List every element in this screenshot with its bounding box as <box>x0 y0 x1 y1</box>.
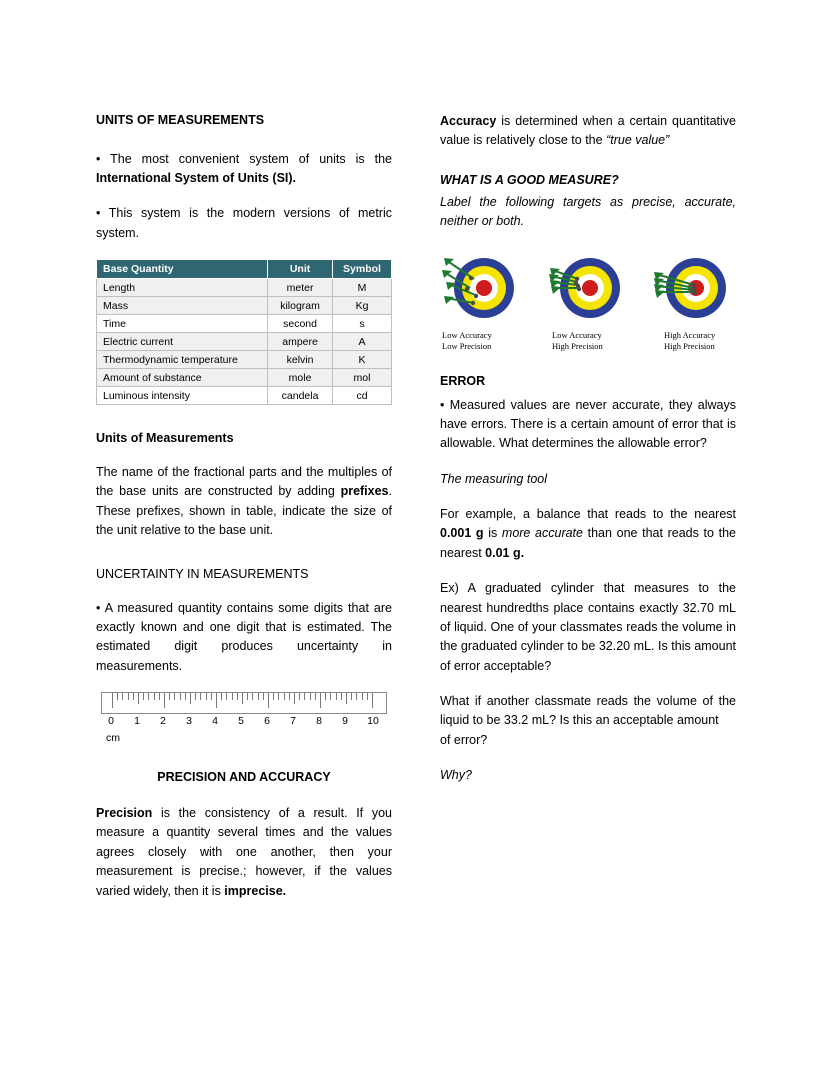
question-line-1: What if another classmate reads the volume of the liquid to be 33.2 mL? Is this an acceptable amount <box>440 694 736 728</box>
cell-quantity: Time <box>97 315 268 333</box>
ruler-label: 1 <box>134 715 140 727</box>
accuracy-paragraph <box>440 112 736 151</box>
cell-unit: kelvin <box>268 351 333 369</box>
cell-quantity: Mass <box>97 297 268 315</box>
caption-line-2: Low Precision <box>442 340 492 351</box>
balance-text-1: For example, a balance that reads to the nearest <box>440 507 736 522</box>
column-header-symbol: Symbol <box>332 260 391 279</box>
question-line-2: of error? <box>440 732 488 747</box>
cell-quantity: Length <box>97 279 268 297</box>
bullet-text-1: • The most convenient system of units is the <box>96 151 392 166</box>
ruler-number-labels <box>101 714 387 730</box>
table-row <box>97 333 392 351</box>
ruler-graphic <box>101 692 387 714</box>
prefixes-text-1: The name of the fractional parts and the multiples of the base units are constructed by adding <box>96 465 392 499</box>
balance-text-2: is <box>483 526 502 541</box>
imprecise-bold: imprecise. <box>224 883 287 898</box>
table-row <box>97 351 392 369</box>
cell-unit: candela <box>268 387 333 405</box>
cell-unit: ampere <box>268 333 333 351</box>
uncertainty-heading: UNCERTAINTY IN MEASUREMENTS <box>96 566 309 581</box>
cell-unit: second <box>268 315 333 333</box>
column-header-base-quantity: Base Quantity <box>97 260 268 279</box>
cell-quantity: Amount of substance <box>97 369 268 387</box>
table-row <box>97 279 392 297</box>
page-title: UNITS OF MEASUREMENTS <box>96 113 265 127</box>
cell-symbol: mol <box>332 369 391 387</box>
target-high-accuracy-high-precision <box>652 248 740 352</box>
cell-symbol: A <box>332 333 391 351</box>
ruler-label: 4 <box>212 715 218 727</box>
bullet-metric-system: • This system is the modern versions of metric system. <box>96 206 392 240</box>
prefixes-paragraph <box>96 463 392 541</box>
target-svg <box>546 248 634 326</box>
table-header-row <box>97 260 392 279</box>
good-measure-heading: WHAT IS A GOOD MEASURE? <box>440 172 619 187</box>
cell-quantity: Electric current <box>97 333 268 351</box>
accuracy-text: is determined when a certain quantitative value is relatively close to the <box>440 114 736 148</box>
ruler-unit-label: cm <box>106 732 120 744</box>
table-row <box>97 297 392 315</box>
target-caption <box>652 330 740 352</box>
balance-text-3: than one that reads to the nearest <box>440 526 736 560</box>
ruler-label: 9 <box>342 715 348 727</box>
cell-unit: meter <box>268 279 333 297</box>
cell-quantity: Luminous intensity <box>97 387 268 405</box>
prefixes-bold: prefixes <box>340 484 389 499</box>
two-column-layout <box>96 112 736 917</box>
target-caption <box>440 330 528 352</box>
target-graphic <box>440 248 528 326</box>
column-header-unit: Unit <box>268 260 333 279</box>
left-column <box>96 112 392 917</box>
error-paragraph: • Measured values are never accurate, they always have errors. There is a certain amount of error that is allowable. What determines the allowable error? <box>440 397 736 451</box>
target-low-accuracy-low-precision <box>440 248 528 352</box>
why-question: Why? <box>440 768 472 783</box>
cell-symbol: Kg <box>332 297 391 315</box>
cell-quantity: Thermodynamic temperature <box>97 351 268 369</box>
cell-symbol: K <box>332 351 391 369</box>
table-body <box>97 279 392 405</box>
target-graphic <box>652 248 740 326</box>
ruler-label: 6 <box>264 715 270 727</box>
caption-line-1: Low Accuracy <box>442 329 492 340</box>
ruler-label: 2 <box>160 715 166 727</box>
value-001g: 0.01 g. <box>485 545 525 560</box>
second-classmate-question <box>440 692 736 750</box>
balance-example-paragraph <box>440 505 736 563</box>
ruler-label: 3 <box>186 715 192 727</box>
value-0001g: 0.001 g <box>440 526 484 541</box>
prefixes-text-2: . These prefixes, shown in table, indicate the size of the unit relative to the base unit. <box>96 484 392 538</box>
caption-line-2: High Precision <box>552 340 603 351</box>
more-accurate-italic: more accurate <box>501 526 583 541</box>
target-svg <box>440 248 528 326</box>
precision-text: is the consistency of a result. If you measure a quantity several times and the values agrees closely with one another, then your measurement is precise.; however, if the values varied widely, then it is <box>96 806 392 898</box>
uncertainty-paragraph: • A measured quantity contains some digits that are exactly known and one digit that is estimated. The estimated digit produces uncertainty in measurements. <box>96 600 392 673</box>
precision-accuracy-heading: PRECISION AND ACCURACY <box>157 770 331 784</box>
true-value-italic: “true value” <box>606 133 670 148</box>
target-svg <box>652 248 740 326</box>
units-of-measurements-heading: Units of Measurements <box>96 431 234 445</box>
ruler-figure <box>96 692 392 744</box>
measuring-tool-text: The measuring tool <box>440 471 548 486</box>
error-heading: ERROR <box>440 373 486 388</box>
table-row <box>97 369 392 387</box>
ruler-label: 8 <box>316 715 322 727</box>
cell-symbol: s <box>332 315 391 333</box>
cell-symbol: M <box>332 279 391 297</box>
good-measure-instruction: Label the following targets as precise, accurate, neither or both. <box>440 194 736 229</box>
caption-line-1: Low Accuracy <box>552 329 602 340</box>
ruler-label: 10 <box>367 715 379 727</box>
ruler-label: 5 <box>238 715 244 727</box>
bullet-system-of-units <box>96 150 392 189</box>
target-low-accuracy-high-precision <box>546 248 634 352</box>
cell-unit: mole <box>268 369 333 387</box>
table-row <box>97 387 392 405</box>
precision-paragraph <box>96 804 392 901</box>
si-bold-text: International System of Units (SI). <box>96 170 297 185</box>
precision-bold: Precision <box>96 806 153 820</box>
cell-unit: kilogram <box>268 297 333 315</box>
graduated-cylinder-example: Ex) A graduated cylinder that measures to the nearest hundredths place contains exactly 32.70 mL of liquid. One of your classmates reads the volume in the graduated cylinder to be 32.20 mL. Is this amount of error acceptable? <box>440 581 736 673</box>
target-graphic <box>546 248 634 326</box>
right-column <box>440 112 736 917</box>
caption-line-2: High Precision <box>664 340 715 351</box>
ruler-label: 7 <box>290 715 296 727</box>
target-caption <box>546 330 634 352</box>
ruler-label: 0 <box>108 715 114 727</box>
table-header <box>97 260 392 279</box>
table-row <box>97 315 392 333</box>
accuracy-bold: Accuracy <box>440 114 497 128</box>
targets-figure <box>440 248 736 352</box>
base-quantity-table <box>96 259 392 405</box>
cell-symbol: cd <box>332 387 391 405</box>
caption-line-1: High Accuracy <box>664 329 716 340</box>
